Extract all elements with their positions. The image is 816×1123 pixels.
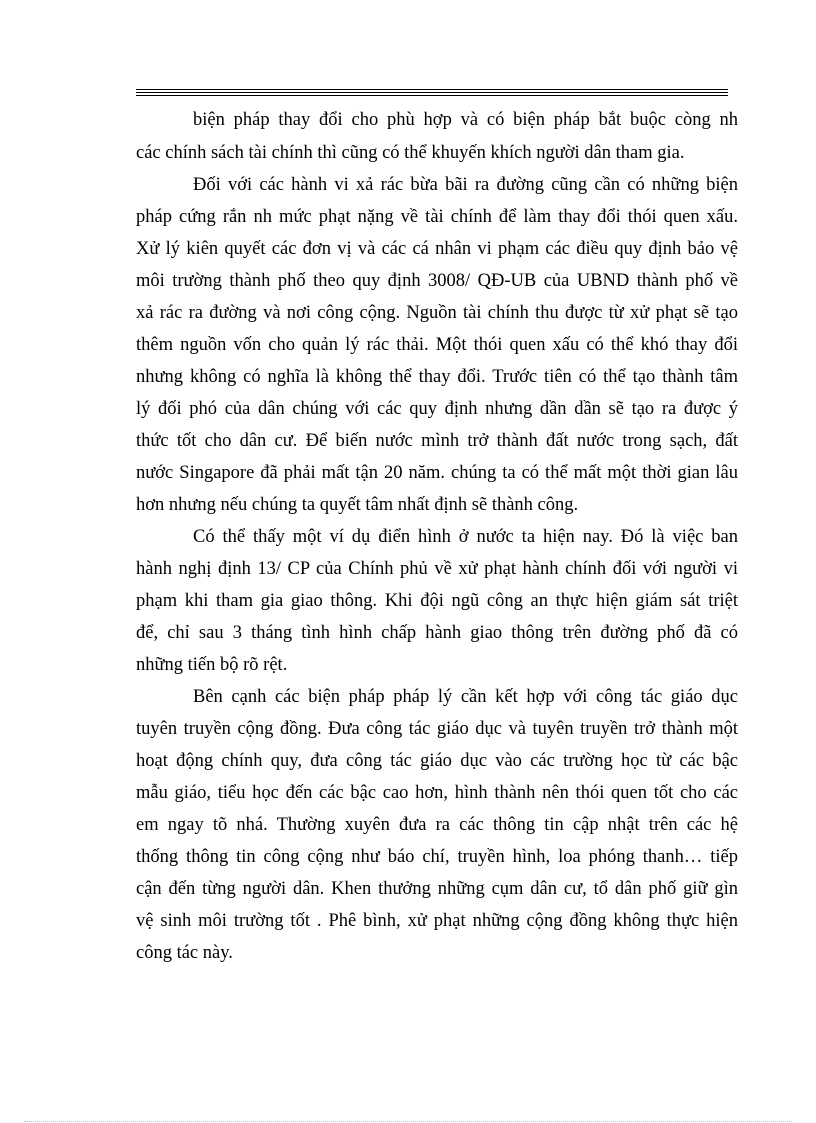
paragraph-4-line-8: vệ sinh môi trường tốt . Phê bình, xử phạt những cộng đồng không thực hiện <box>136 911 738 931</box>
paragraph-4-line-6: thống thông tin công cộng như báo chí, truyền hình, loa phóng thanh… tiếp <box>136 847 738 867</box>
paragraph-4-line-4: mẫu giáo, tiểu học đến các bậc cao hơn, hình thành nên thói quen tốt cho các <box>136 783 738 803</box>
paragraph-1-line-1: biện pháp thay đổi cho phù hợp và có biện pháp bắt buộc còng nh <box>193 110 738 130</box>
paragraph-4-line-2: tuyên truyền cộng đồng. Đưa công tác giáo dục và tuyên truyền trở thành một <box>136 719 738 739</box>
paragraph-3-line-3: phạm khi tham gia giao thông. Khi đội ngũ công an thực hiện giám sát triệt <box>136 591 738 611</box>
page-bottom-border <box>24 1121 792 1122</box>
paragraph-2-line-9: thức tốt cho dân cư. Để biến nước mình trở thành đất nước trong sạch, đất <box>136 431 738 451</box>
paragraph-4-line-5: em ngay tõ nhá. Thường xuyên đưa ra các thông tin cập nhật trên các hệ <box>136 815 738 835</box>
header-rule <box>136 92 728 93</box>
paragraph-4-line-3: hoạt động chính quy, đưa công tác giáo dục vào các trường học từ các bậc <box>136 751 738 771</box>
paragraph-3-line-2: hành nghị định 13/ CP của Chính phủ về xử phạt hành chính đối với người vi <box>136 559 738 579</box>
paragraph-2-line-11: hơn nhưng nếu chúng ta quyết tâm nhất định sẽ thành công. <box>136 495 579 515</box>
paragraph-2-line-1: Đối với các hành vi xả rác bừa bãi ra đường cũng cần có những biện <box>193 175 738 195</box>
paragraph-2-line-6: thêm nguồn vốn cho quản lý rác thải. Một thói quen xấu có thể khó thay đổi <box>136 335 738 355</box>
paragraph-4-line-1: Bên cạnh các biện pháp pháp lý cần kết hợp với công tác giáo dục <box>193 687 738 707</box>
paragraph-3-line-4: để, chỉ sau 3 tháng tình hình chấp hành giao thông trên đường phố đã có <box>136 623 738 643</box>
paragraph-2-line-2: pháp cứng rắn nh mức phạt nặng về tài chính để làm thay đổi thói quen xấu. <box>136 207 738 227</box>
paragraph-2-line-7: nhưng không có nghĩa là không thể thay đổi. Trước tiên có thể tạo thành tâm <box>136 367 738 387</box>
paragraph-2-line-8: lý đối phó của dân chúng với các quy định nhưng dần dần sẽ tạo ra được ý <box>136 399 738 419</box>
header-rule <box>136 95 728 96</box>
header-rule <box>136 89 728 90</box>
paragraph-3-line-1: Có thể thấy một ví dụ điển hình ở nước ta hiện nay. Đó là việc ban <box>193 527 738 547</box>
paragraph-1-line-2: các chính sách tài chính thì cũng có thể khuyến khích người dân tham gia. <box>136 143 685 163</box>
paragraph-4-line-7: cận đến từng người dân. Khen thưởng những cụm dân cư, tổ dân phố giữ gìn <box>136 879 738 899</box>
paragraph-2-line-5: xả rác ra đường và nơi công cộng. Nguồn tài chính thu được từ xử phạt sẽ tạo <box>136 303 738 323</box>
paragraph-4-line-9: công tác này. <box>136 943 233 963</box>
paragraph-2-line-3: Xử lý kiên quyết các đơn vị và các cá nhân vi phạm các điều quy định bảo vệ <box>136 239 738 259</box>
paragraph-2-line-4: môi trường thành phố theo quy định 3008/ QĐ-UB của UBND thành phố về <box>136 271 738 291</box>
paragraph-2-line-10: nước Singapore đã phải mất tận 20 năm. chúng ta có thể mất một thời gian lâu <box>136 463 738 483</box>
paragraph-3-line-5: những tiến bộ rõ rệt. <box>136 655 288 675</box>
